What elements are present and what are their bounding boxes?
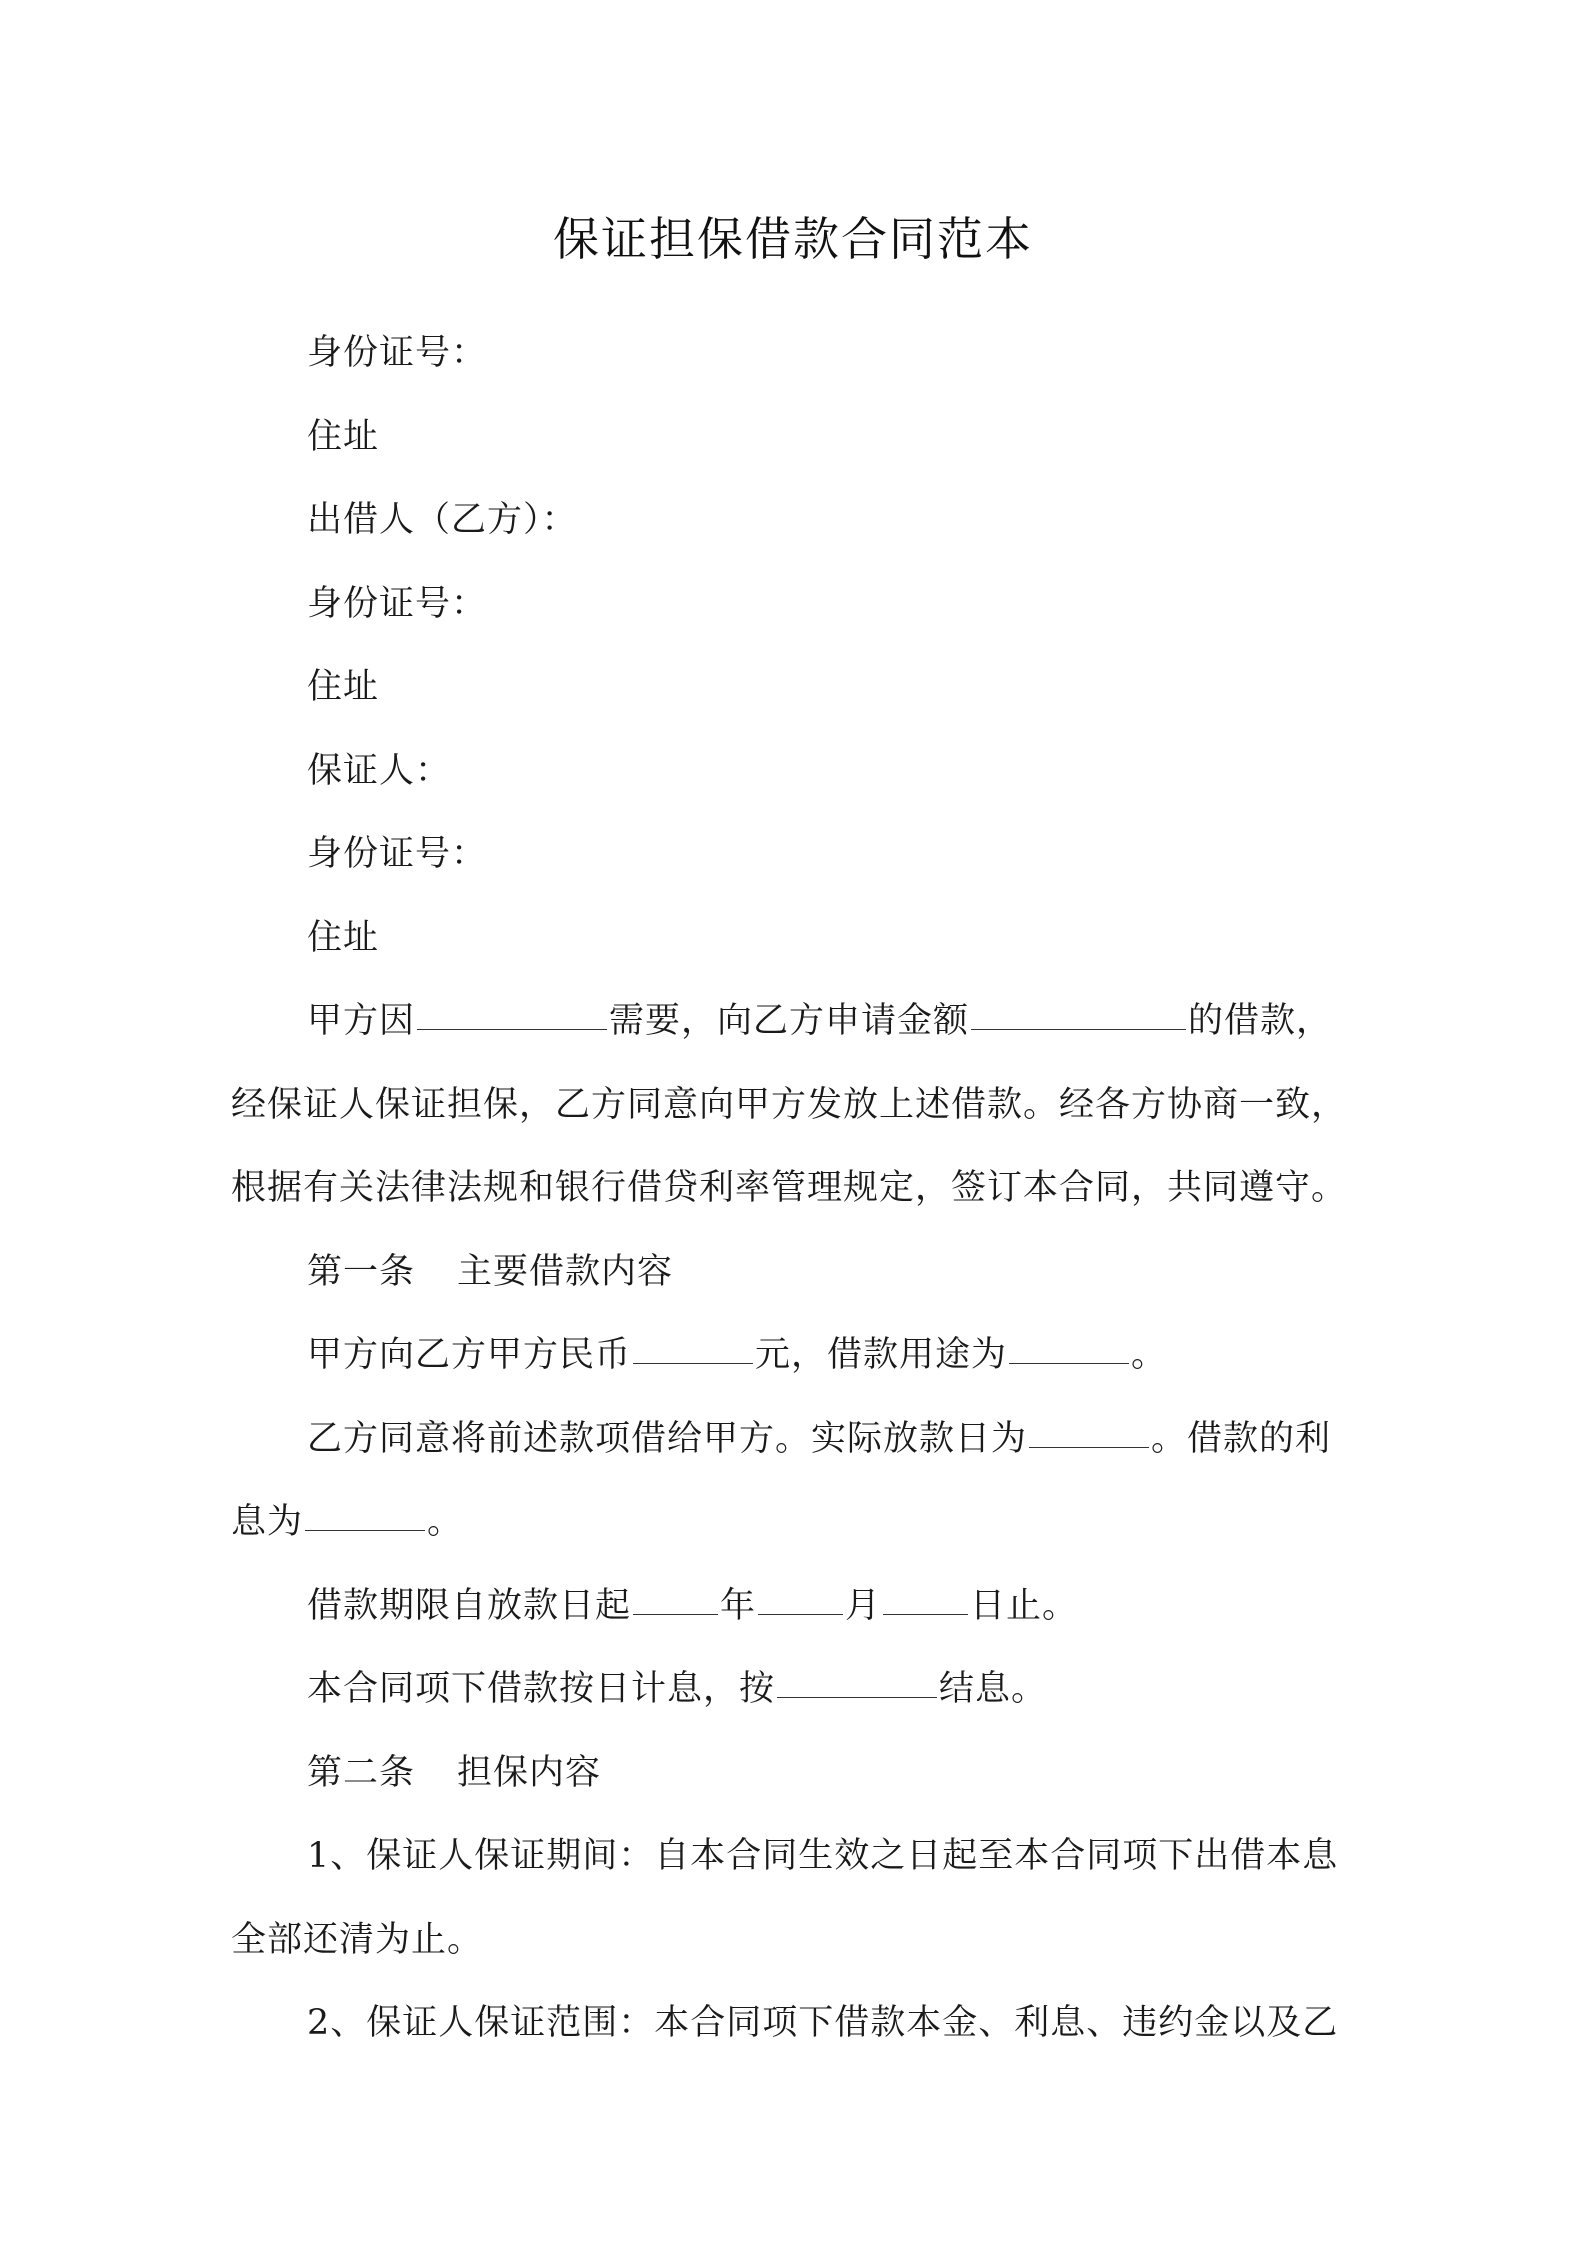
loan-amount-text-a: 甲方向乙方甲方民币	[307, 1335, 632, 1375]
term-year-blank	[633, 1613, 718, 1615]
loan-term-line	[231, 1565, 1371, 1649]
settlement-method-blank	[777, 1696, 937, 1698]
loan-amount-text-b: 元，借款用途为	[755, 1335, 1008, 1375]
borrower-id-label: 身份证号：	[307, 333, 488, 373]
loan-purpose-blank	[1009, 1362, 1129, 1364]
preamble-text-a: 甲方因	[307, 1001, 416, 1041]
calc-text-a: 本合同项下借款按日计息，按	[307, 1669, 776, 1709]
term-day-blank	[883, 1613, 968, 1615]
guarantor-id-label: 身份证号：	[307, 834, 488, 874]
interest-text-a: 息为	[231, 1502, 304, 1542]
term-year-label: 年	[720, 1585, 757, 1626]
preamble-line-1	[231, 980, 1371, 1064]
preamble-text-c: 的借款，	[1188, 1001, 1333, 1041]
preamble-text-b: 需要，向乙方申请金额	[609, 1001, 970, 1041]
guarantee-scope-line-1: 2、保证人保证范围：本合同项下借款本金、利息、违约金以及乙	[307, 2003, 1339, 2043]
lender-label: 出借人（乙方）：	[307, 500, 578, 540]
release-text-a: 乙方同意将前述款项借给甲方。实际放款日为	[307, 1418, 1028, 1459]
guarantee-period-line-1: 1、保证人保证期间：自本合同生效之日起至本合同项下出借本息	[307, 1836, 1339, 1876]
guarantee-period-line-2: 全部还清为止。	[231, 1919, 484, 1960]
amount-blank	[971, 1028, 1186, 1030]
document-title: 保证担保借款合同范本	[553, 212, 1033, 266]
release-date-blank	[1029, 1446, 1149, 1448]
lender-address-label: 住址	[307, 667, 380, 707]
preamble-line-3: 根据有关法律法规和银行借贷利率管理规定，签订本合同，共同遵守。	[231, 1168, 1348, 1208]
loan-amount-line	[231, 1314, 1371, 1398]
document-body	[231, 312, 1371, 2066]
preamble-line-2: 经保证人保证担保，乙方同意向甲方发放上述借款。经各方协商一致，	[231, 1084, 1348, 1125]
release-text-b: 。借款的利	[1151, 1418, 1332, 1459]
article-2-heading	[231, 1732, 1371, 1816]
term-text-a: 借款期限自放款日起	[307, 1585, 632, 1626]
calc-text-b: 结息。	[939, 1669, 1048, 1709]
term-month-label: 月	[845, 1585, 882, 1626]
article-2-title: 担保内容	[457, 1752, 602, 1793]
loan-amount-blank	[633, 1362, 753, 1364]
interest-calc-line	[231, 1648, 1371, 1732]
interest-text-b: 。	[427, 1502, 464, 1542]
release-date-line	[231, 1398, 1371, 1482]
article-1-number: 第一条	[307, 1251, 416, 1292]
interest-blank	[305, 1529, 425, 1531]
borrower-address-label: 住址	[307, 416, 380, 457]
loan-amount-text-c: 。	[1131, 1335, 1168, 1375]
guarantor-label: 保证人：	[307, 750, 452, 791]
term-month-blank	[758, 1613, 843, 1615]
article-1-heading	[231, 1231, 1371, 1315]
reason-blank	[417, 1028, 607, 1030]
article-2-number: 第二条	[307, 1752, 416, 1793]
interest-line	[231, 1481, 1371, 1565]
term-day-label: 日止。	[970, 1585, 1079, 1626]
guarantor-address-label: 住址	[307, 917, 380, 958]
lender-id-label: 身份证号：	[307, 583, 488, 624]
article-1-title: 主要借款内容	[457, 1251, 674, 1292]
